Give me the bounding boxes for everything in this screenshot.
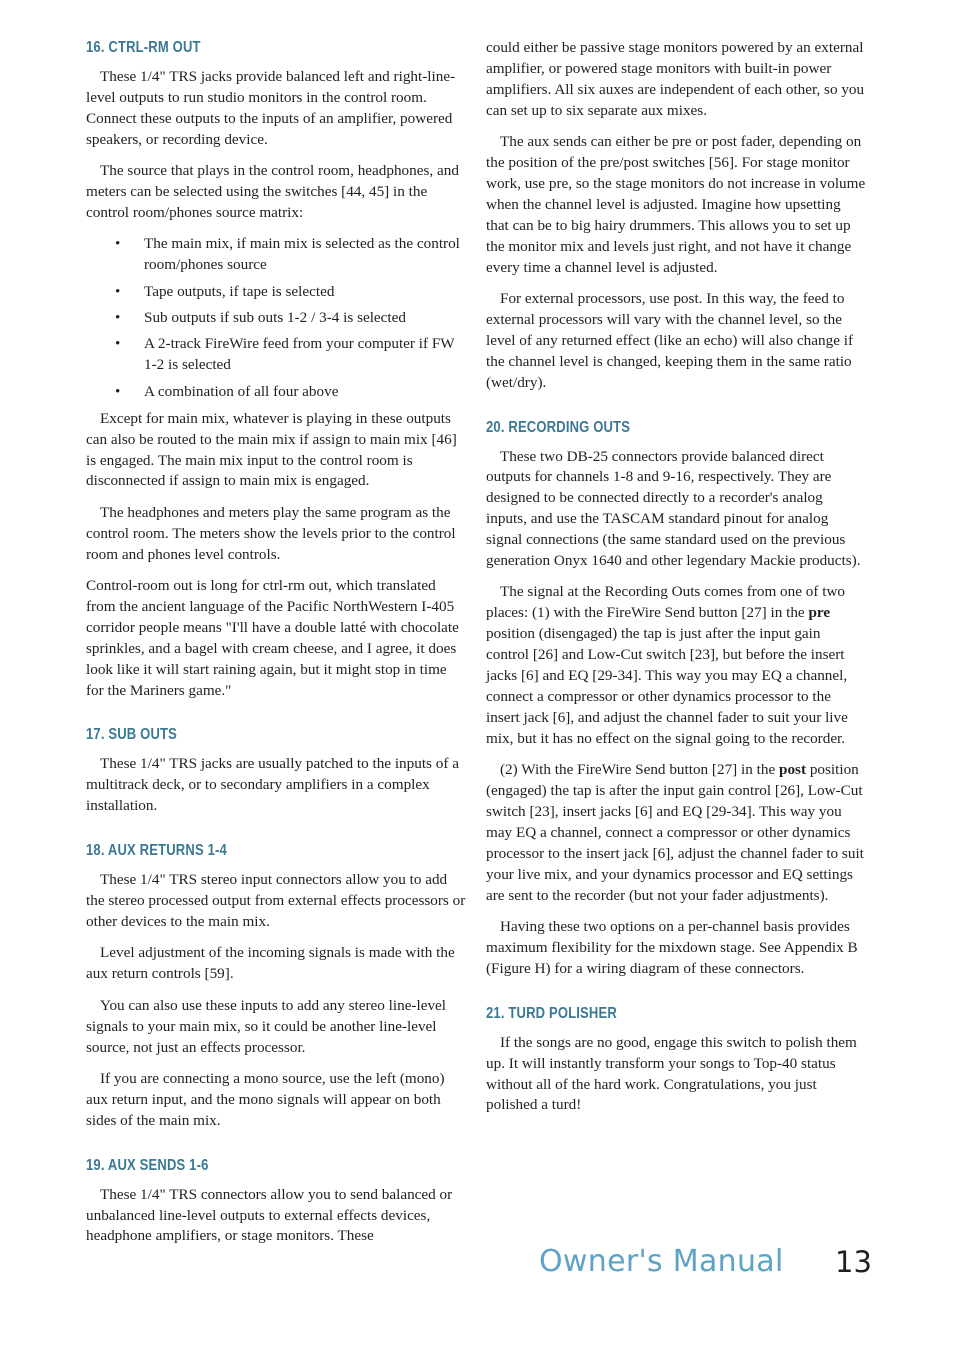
text-run: (2) With the FireWire Send button [27] in the: [500, 761, 779, 779]
paragraph: These two DB-25 connectors provide balanced direct outputs for channels 1-8 and 9-16, respectively. They are designed to be connected directly to a recorder's analog inputs, and use the TASCAM standard pinout for analog signal connections (the same standard used on the previous generation Onyx 1640 and other legendary Mackie products).: [486, 447, 861, 570]
list-item: • A 2-track FireWire feed from your computer if FW 1-2 is selected: [144, 334, 467, 376]
paragraph: These 1/4" TRS stereo input connectors allow you to add the stereo processed output from external effects processors or other devices to the main mix.: [86, 871, 466, 930]
paragraph: Having these two options on a per-channel basis provides maximum flexibility for the mixdown stage. See Appendix B (Figure H) for a wiring diagram of these connectors.: [486, 918, 858, 977]
section-21-turd-polisher: [486, 1004, 867, 1117]
paragraph: These 1/4" TRS connectors allow you to send balanced or unbalanced line-level outputs to external effects devices, headphone amplifiers, or stage monitors. These: [86, 1185, 453, 1245]
section-heading: 21. TURD POLISHER: [486, 1004, 617, 1022]
section-heading: 18. AUX RETURNS 1-4: [86, 842, 227, 860]
paragraph: [486, 760, 867, 906]
paragraph: These 1/4" TRS jacks provide balanced left and right-line-level outputs to run studio monitors in the control room. Connect these outputs to the inputs of an amplifier, powered speakers, or recording device.: [86, 68, 456, 148]
page-number: 13: [835, 1245, 872, 1279]
text-run: The signal at the Recording Outs comes from one of two places: (1) with the FireWire Send button [27] in the: [486, 583, 846, 622]
section-16-ctrl-rm-out: [86, 38, 467, 701]
section-19-continued: [486, 38, 867, 394]
paragraph: These 1/4" TRS jacks are usually patched to the inputs of a multitrack deck, or to secondary amplifiers in a complex installation.: [86, 755, 459, 815]
paragraph: The source that plays in the control room, headphones, and meters can be selected using the switches [44, 45] in the control room/phones source matrix:: [86, 162, 459, 221]
section-heading: 16. CTRL-RM OUT: [86, 39, 201, 56]
list-item: • Tape outputs, if tape is selected: [144, 282, 467, 303]
left-column: [86, 38, 467, 1258]
bold-term-pre: pre: [808, 604, 831, 622]
paragraph: Except for main mix, whatever is playing in these outputs can also be routed to the main mix if assign to main mix [46] is engaged. The main mix input to the control room is disconnected if assign to main mix is engaged.: [86, 409, 457, 490]
manual-title: Owner's Manual: [539, 1244, 784, 1279]
section-20-recording-outs: [486, 418, 867, 980]
paragraph: For external processors, use post. In this way, the feed to external processors will vary with the channel level, so the level of any returned effect (like an echo) will also change if the channel level is changed, keeping them in the same ratio (wet/dry).: [486, 289, 854, 391]
paragraph: You can also use these inputs to add any stereo line-level signals to your main mix, so it could be another line-level source, not just an effects processor.: [86, 996, 447, 1056]
section-18-aux-returns: [86, 841, 467, 1131]
paragraph: If the songs are no good, engage this switch to polish them up. It will instantly transform your songs to Top-40 status without all of the hard work. Congratulations, you just polished a turd!: [486, 1033, 857, 1114]
paragraph: could either be passive stage monitors powered by an external amplifier, or powered stage monitors with built-in power amplifiers. All six auxes are independent of each other, so you can set up to six separate aux mixes.: [486, 39, 865, 119]
paragraph: Control-room out is long for ctrl-rm out, which translated from the ancient language of the Pacific NorthWestern I-405 corridor people means "I'll have a double latté with chocolate sprinkles, and a bagel with cream cheese, and I agree, it does look like it will start raining again, but it might stop in time for the Mariners game.": [86, 577, 459, 699]
paragraph: Level adjustment of the incoming signals is made with the aux return controls [59].: [86, 944, 455, 983]
bold-term-post: post: [779, 761, 807, 779]
list-item: • A combination of all four above: [144, 382, 467, 403]
section-heading: 19. AUX SENDS 1-6: [86, 1156, 209, 1174]
section-19-aux-sends: [86, 1156, 467, 1248]
section-heading: 17. SUB OUTS: [86, 726, 178, 744]
paragraph: If you are connecting a mono source, use the left (mono) aux return input, and the mono signals will appear on both sides of the main mix.: [86, 1069, 445, 1129]
section-heading: 20. RECORDING OUTS: [486, 418, 631, 436]
list-item: • Sub outputs if sub outs 1-2 / 3-4 is selected: [144, 308, 467, 329]
text-run: position (disengaged) the tap is just after the input gain control [26] and Low-Cut switch [23], but before the insert jacks [6] and EQ [29-34]. This way you may EQ a channel, connect a compressor or other dynamics processor to the insert jack [6], and adjust the channel fader to suit your live mix, but it has no effect on the signal going to the recorder.: [486, 625, 848, 747]
source-list: [86, 234, 467, 402]
list-item: • The main mix, if main mix is selected as the control room/phones source: [144, 234, 467, 276]
text-run: position (engaged) the tap is after the input gain control [26], Low-Cut switch [23], insert jacks [6] and EQ [29-34]. This way you may EQ a channel, connect a compressor or other dynamics processor to the insert jack [6], adjust the channel fader to suit your live mix, and your dynamics processor and EQ settings are sent to the recorder (but not your fader adjustments).: [486, 761, 864, 904]
paragraph: [486, 582, 867, 749]
section-17-sub-outs: [86, 725, 467, 817]
right-column: [486, 38, 867, 1127]
paragraph: The headphones and meters play the same program as the control room. The meters show the levels prior to the control room and phones level controls.: [86, 503, 456, 563]
paragraph: The aux sends can either be pre or post fader, depending on the position of the pre/post switches [56]. For stage monitor work, use pre, so the stage monitors do not increase in volume when the channel level is adjusted. Imagine how upsetting that can be to big hairy drummers. This allows you to set up the monitor mix and levels just right, and not have it change every time a channel level is adjusted.: [486, 133, 866, 276]
